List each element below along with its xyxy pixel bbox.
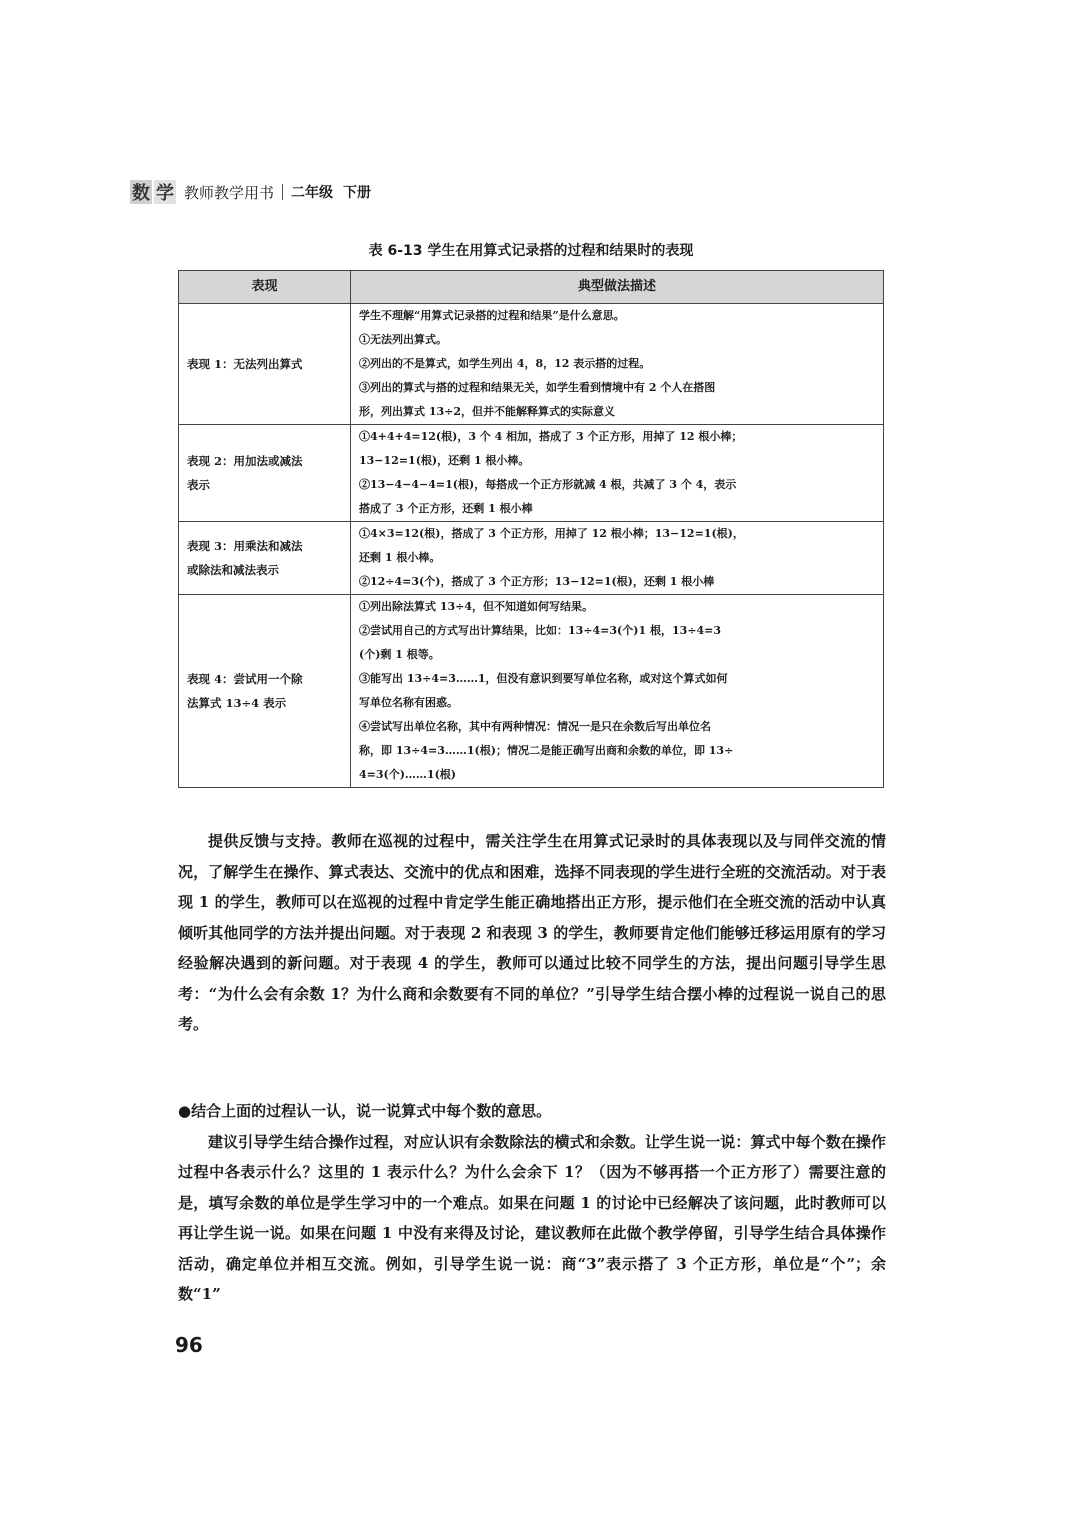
performance-cell <box>179 522 351 595</box>
header-performance: 表现 <box>179 271 351 304</box>
description-line: 还剩 1 根小棒。 <box>359 551 441 564</box>
description-line: ②12÷4=3(个)，搭成了 3 个正方形；13−12=1(根)，还剩 1 根小棒 <box>359 575 715 588</box>
paragraph-line: 及与同伴交流的情况，了解学生在操作、算式表达、交流中的优点和困难，选择不同表 <box>178 832 886 881</box>
paragraph-line: 能正确地搭出正方形，提示他们在全班交流的活动中认真倾听其他同学的方法并提出问 <box>178 893 886 942</box>
section-heading: ●结合上面的过程认一认，说一说算式中每个数的意思。 <box>178 1102 552 1120</box>
logo-char-xue: 学 <box>154 180 176 204</box>
header-description: 典型做法描述 <box>351 271 884 304</box>
table-row <box>179 522 884 595</box>
description-line: ③能写出 13÷4=3……1，但没有意识到要写单位名称，或对这个算式如何 <box>359 672 728 685</box>
section-2 <box>178 1096 886 1310</box>
description-line: 4=3(个)……1(根) <box>359 768 456 781</box>
logo-char-shu: 数 <box>130 180 152 204</box>
performance-line: 表现 1：无法列出算式 <box>187 357 303 371</box>
performance-table <box>178 270 884 788</box>
page-number: 96 <box>175 1333 203 1357</box>
paragraph <box>178 826 886 1040</box>
description-cell <box>351 522 884 595</box>
performance-line: 表现 2：用加法或减法 <box>187 454 303 468</box>
performance-cell <box>179 425 351 522</box>
paragraph-line: 相互交流。例如，引导学生说一说：商“3”表示搭了 3 个正方形，单位是“个”；余数“1” <box>178 1254 886 1303</box>
description-line: 称，即 13÷4=3……1(根)；情况二是能正确写出商和余数的单位，即 13÷ <box>359 744 734 757</box>
performance-cell <box>179 304 351 425</box>
description-line: ①4×3=12(根)，搭成了 3 个正方形，用掉了 12 根小棒；13−12=1(根)， <box>359 527 744 540</box>
description-line: ④尝试写出单位名称，其中有两种情况：情况一是只在余数后写出单位名 <box>359 720 711 733</box>
table-row <box>179 304 884 425</box>
description-line: ①列出除法算式 13÷4，但不知道如何写结果。 <box>359 600 594 613</box>
performance-line: 或除法和减法表示 <box>187 563 279 577</box>
paragraph-line: 够再搭一个正方形了）需要注意的是，填写余数的单位是学生学习中的一个难点。如果在 <box>178 1163 886 1212</box>
table-caption: 表 6-13 学生在用算式记录搭的过程和结果时的表现 <box>368 243 694 259</box>
table-row <box>179 425 884 522</box>
paragraph <box>178 1127 886 1310</box>
paragraph-line: 生思考：“为什么会有余数 1？为什么商和余数要有不同的单位？”引导学生结合摆小棒的 <box>178 954 886 1003</box>
paragraph-line: 提供反馈与支持。教师在巡视的过程中，需关注学生在用算式记录时的具体表现以 <box>208 832 764 850</box>
description-line: 写单位名称有困惑。 <box>359 696 458 709</box>
grade-label: 二年级 <box>291 185 334 201</box>
description-line: ②尝试用自己的方式写出计算结果，比如：13÷4=3(个)1 根，13÷4=3 <box>359 624 721 637</box>
description-line: 形，列出算式 13÷2，但并不能解释算式的实际意义 <box>359 405 616 418</box>
performance-line: 表现 3：用乘法和减法 <box>187 539 303 553</box>
feedback-paragraph <box>178 826 886 1040</box>
paragraph-line: 算式中每个数在操作过程中各表示什么？这里的 1 表示什么？为什么会余下 1？（因为不 <box>178 1132 886 1181</box>
table-row <box>179 595 884 788</box>
volume-label: 下册 <box>343 185 372 201</box>
performance-line: 法算式 13÷4 表示 <box>187 696 287 710</box>
description-line: 学生不理解“用算式记录搭的过程和结果”是什么意思。 <box>359 309 625 322</box>
description-cell <box>351 425 884 522</box>
book-title: 教师教学用书 <box>184 183 275 202</box>
description-line: 搭成了 3 个正方形，还剩 1 根小棒 <box>359 502 533 515</box>
description-line: 13−12=1(根)，还剩 1 根小棒。 <box>359 454 530 467</box>
performance-cell <box>179 595 351 788</box>
header-divider <box>282 184 283 200</box>
description-line: ①无法列出算式。 <box>359 333 447 346</box>
paragraph-line: 题。对于表现 2 和表现 3 的学生，教师要肯定他们能够迁移运用原有的学习经验解决遇 <box>178 923 886 972</box>
description-cell <box>351 595 884 788</box>
description-line: ②列出的不是算式，如学生列出 4，8，12 表示搭的过程。 <box>359 357 651 370</box>
running-header <box>130 178 371 206</box>
performance-line: 表现 4：尝试用一个除 <box>187 672 303 686</box>
table-header-row <box>179 271 884 304</box>
paragraph-line: 建议引导学生结合操作过程，对应认识有余数除法的横式和余数。让学生说一说： <box>208 1132 751 1151</box>
paragraph-line: 到的新问题。对于表现 4 的学生，教师可以通过比较不同学生的方法，提出问题引导学 <box>256 954 856 972</box>
performance-line: 表示 <box>187 478 210 492</box>
paragraph-line: 过程说一说自己的思考。 <box>178 984 886 1033</box>
description-line: ③列出的算式与搭的过程和结果无关，如学生看到情境中有 2 个人在搭图 <box>359 381 716 394</box>
paragraph-line: 有来得及讨论，建议教师在此做个教学停留，引导学生结合具体操作活动，确定单位并 <box>178 1224 886 1273</box>
description-line: ①4+4+4=12(根)，3 个 4 相加，搭成了 3 个正方形，用掉了 12 根小棒； <box>359 430 743 443</box>
paragraph-line: 现的学生进行全班的交流活动。对于表现 1 的学生，教师可以在巡视的过程中肯定学生 <box>178 862 886 911</box>
description-line: ②13−4−4−4=1(根)，每搭成一个正方形就减 4 根，共减了 3 个 4，表示 <box>359 478 737 491</box>
paragraph-line: 问题 1 的讨论中已经解决了该问题，此时教师可以再让学生说一说。如果在问题 1 中没 <box>178 1193 886 1242</box>
description-line: (个)剩 1 根等。 <box>359 648 440 661</box>
description-cell <box>351 304 884 425</box>
